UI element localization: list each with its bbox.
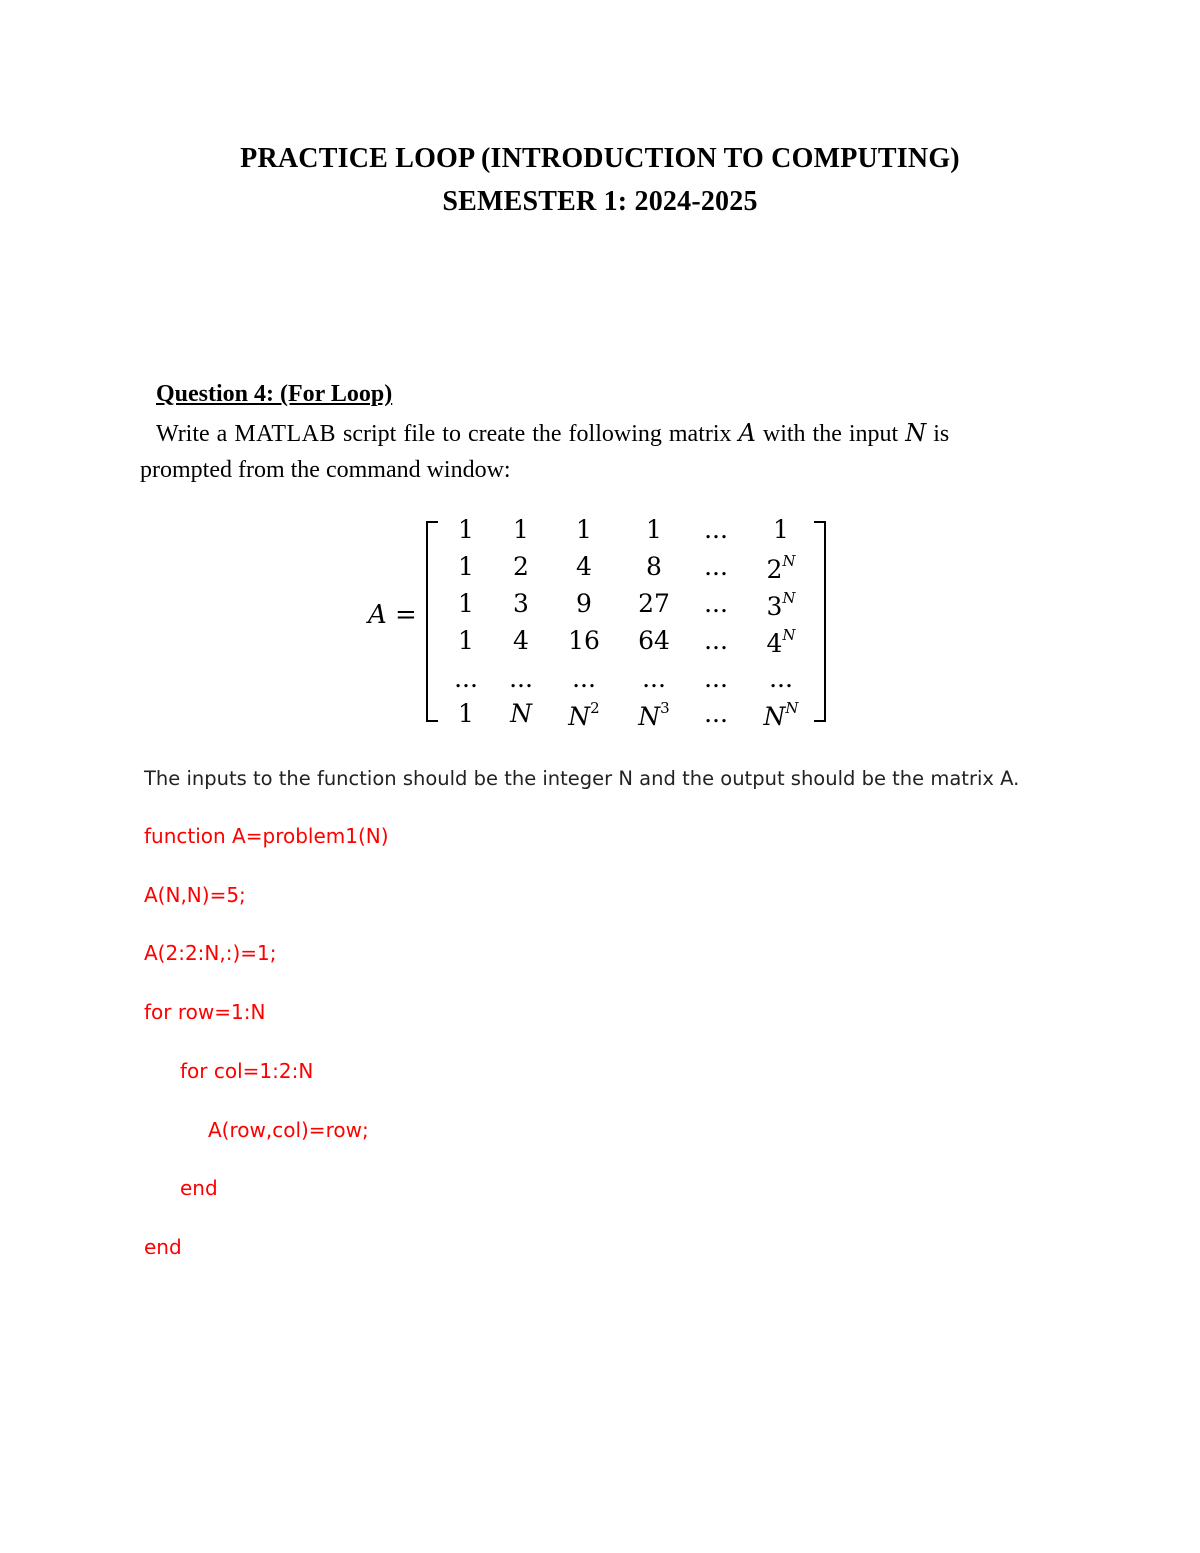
power-base: 2 bbox=[766, 555, 783, 584]
matrix-cell: 1 bbox=[458, 552, 474, 581]
matrix-cell: ... bbox=[454, 664, 478, 693]
matrix-cell: N bbox=[510, 699, 532, 728]
matrix-label-var: A bbox=[368, 600, 387, 630]
matrix-cell: 1 bbox=[513, 515, 529, 544]
matrix-cell-power bbox=[638, 701, 669, 729]
power-base: N bbox=[568, 702, 591, 731]
code-line-2: A(N,N)=5; bbox=[144, 883, 246, 907]
matrix-cell: 1 bbox=[458, 589, 474, 618]
question-text-line-1 bbox=[156, 419, 949, 448]
power-exponent: 3 bbox=[660, 699, 670, 717]
matrix-cell: ... bbox=[704, 664, 728, 693]
question-text-part3: with the input bbox=[755, 421, 906, 447]
question-text-part2: script file to create the following matrix bbox=[336, 421, 739, 447]
power-base: 4 bbox=[766, 629, 783, 658]
matrix-cell: 64 bbox=[638, 626, 670, 655]
matrix-cell: 27 bbox=[638, 589, 670, 618]
question-text-matlab: MATLAB bbox=[234, 421, 336, 447]
matrix-cell: 1 bbox=[458, 699, 474, 728]
matrix-cell: ... bbox=[704, 515, 728, 544]
page-title-line-2: SEMESTER 1: 2024-2025 bbox=[442, 186, 758, 217]
matrix-cell-power bbox=[764, 701, 799, 729]
power-exponent: N bbox=[782, 589, 796, 607]
matrix-cell: 4 bbox=[513, 626, 529, 655]
power-exponent: 2 bbox=[590, 699, 600, 717]
matrix-cell-power bbox=[766, 591, 795, 619]
matrix-cell: 16 bbox=[568, 626, 600, 655]
question-heading: Question 4: (For Loop) bbox=[156, 381, 393, 407]
power-base: N bbox=[763, 702, 786, 731]
power-exponent: N bbox=[785, 699, 799, 717]
matrix-right-bracket bbox=[814, 521, 826, 722]
power-base: 3 bbox=[766, 592, 783, 621]
page-title-line-1: PRACTICE LOOP (INTRODUCTION TO COMPUTING) bbox=[240, 143, 960, 174]
matrix-cell: ... bbox=[769, 664, 793, 693]
question-text-line-2: prompted from the command window: bbox=[140, 457, 511, 483]
code-line-6: A(row,col)=row; bbox=[208, 1118, 369, 1142]
code-line-7: end bbox=[180, 1176, 218, 1200]
question-var-n: N bbox=[905, 419, 927, 447]
matrix-cell: 8 bbox=[646, 552, 662, 581]
matrix-cell-power bbox=[568, 701, 599, 729]
code-line-5: for col=1:2:N bbox=[180, 1059, 314, 1083]
matrix-cell: 1 bbox=[458, 515, 474, 544]
power-base: N bbox=[638, 702, 661, 731]
matrix-cell: 1 bbox=[576, 515, 592, 544]
question-text-part4: is bbox=[926, 421, 950, 447]
matrix-cell: 9 bbox=[576, 589, 592, 618]
code-line-8: end bbox=[144, 1235, 182, 1259]
power-exponent: N bbox=[782, 626, 796, 644]
matrix-cell-power bbox=[766, 628, 795, 656]
code-line-3: A(2:2:N,:)=1; bbox=[144, 941, 277, 965]
matrix-equals-sign: = bbox=[395, 600, 417, 630]
matrix-label bbox=[368, 600, 417, 630]
matrix-cell: ... bbox=[704, 552, 728, 581]
matrix-cell: 2 bbox=[513, 552, 529, 581]
matrix-cell: ... bbox=[642, 664, 666, 693]
matrix-cell: 4 bbox=[576, 552, 592, 581]
matrix-cell: ... bbox=[704, 589, 728, 618]
matrix-left-bracket bbox=[426, 521, 438, 722]
matrix-cell: 1 bbox=[773, 515, 789, 544]
matrix-cell: ... bbox=[704, 699, 728, 728]
code-line-4: for row=1:N bbox=[144, 1000, 266, 1024]
question-var-a: A bbox=[738, 419, 756, 447]
code-line-1: function A=problem1(N) bbox=[144, 824, 389, 848]
matrix-cell: 1 bbox=[458, 626, 474, 655]
description-text: The inputs to the function should be the integer N and the output should be the matrix A. bbox=[144, 767, 1020, 790]
question-text-part1: Write a bbox=[156, 421, 235, 447]
matrix-cell: 3 bbox=[513, 589, 529, 618]
matrix-cell: ... bbox=[572, 664, 596, 693]
matrix-cell: ... bbox=[704, 626, 728, 655]
matrix-cell: ... bbox=[509, 664, 533, 693]
matrix-cell-power bbox=[766, 554, 795, 582]
power-exponent: N bbox=[782, 552, 796, 570]
matrix-cell: 1 bbox=[646, 515, 662, 544]
